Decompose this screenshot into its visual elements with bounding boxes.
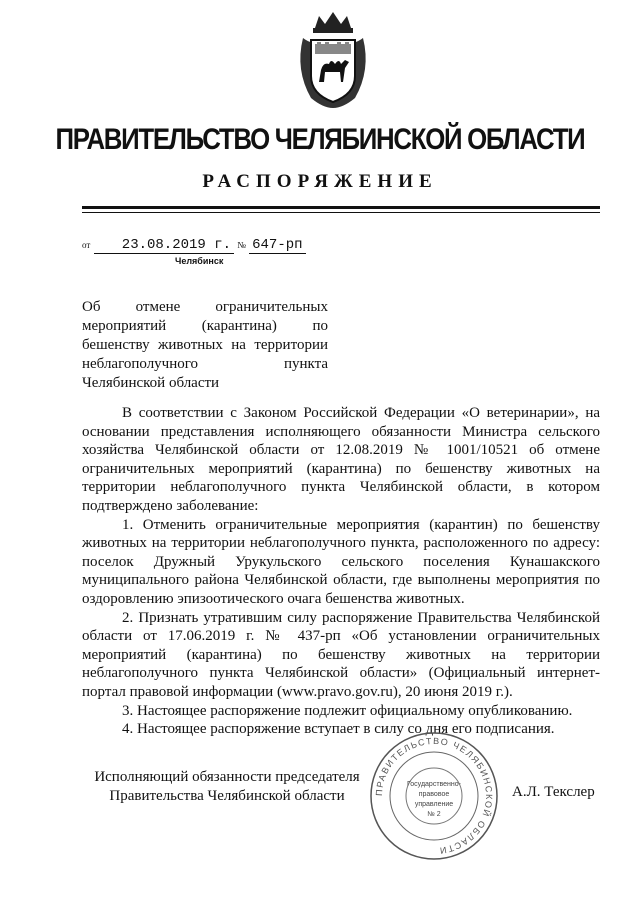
signer-position-line-1: Исполняющий обязанности председателя xyxy=(94,769,360,785)
svg-text:правовое: правовое xyxy=(418,791,450,798)
document-body xyxy=(82,404,600,739)
official-seal-stamp xyxy=(368,730,500,862)
signer-position xyxy=(82,768,372,806)
svg-text:управление: управление xyxy=(414,801,454,808)
document-subject: Об отмене ограничительных мероприятий (карантина) по бешенству животных на территории неблагополучного пункта Челябинской области xyxy=(82,299,328,391)
list-item: 2. Признать утратившим силу распоряжение Правительства Челябинской области от 17.06.2019 г. № 437-рп «Об установлении ограничительных мероприятий (карантина) по бешенству животных на территории неблагополучного пункта Челябинской области» (Официальный интернет-портал правовой информации (www.pravo.gov.ru), 20 июня 2019 г.). xyxy=(82,609,600,700)
coat-of-arms-icon xyxy=(293,10,373,110)
issue-city: Челябинск xyxy=(175,256,224,266)
document-number: 647-рп xyxy=(249,237,305,254)
preamble-paragraph: В соответствии с Законом Российской Федерации «О ветеринарии», на основании представления исполняющего обязанности Министра сельского хозяйства Челябинской области от 12.08.2019 № 1001/10521 об отмене ограничительных мероприятий (карантина) по бешенству животных на территории неблагополучного пункта Челябинской области, в котором подтверждено заболевание: xyxy=(82,405,600,514)
header-rule-thin xyxy=(82,212,600,213)
svg-text:Государственно-: Государственно- xyxy=(406,781,462,788)
document-type-heading: РАСПОРЯЖЕНИЕ xyxy=(202,171,438,192)
number-prefix: № xyxy=(237,240,246,250)
signer-name: А.Л. Текслер xyxy=(512,784,595,800)
svg-text:№ 2: № 2 xyxy=(427,811,441,818)
government-title: ПРАВИТЕЛЬСТВО ЧЕЛЯБИНСКОЙ ОБЛАСТИ xyxy=(55,123,585,156)
signer-position-line-2: Правительства Челябинской области xyxy=(109,788,345,804)
date-prefix: от xyxy=(82,240,91,250)
list-item: 1. Отменить ограничительные мероприятия (карантин) по бешенству животных на территории неблагополучного пункта, расположенного по адресу: поселок Дружный Урукульского сельского поселения Кунашакского муниципального района Челябинской области, где выполнены мероприятия по оздоровлению эпизоотического очага бешенства животных. xyxy=(82,516,600,607)
document-date-value: 23.08.2019 г. xyxy=(121,237,232,253)
svg-text:ПРАВИТЕЛЬСТВО ЧЕЛЯБИНСКОЙ ОБЛА: ПРАВИТЕЛЬСТВО ЧЕЛЯБИНСКОЙ ОБЛАСТИ xyxy=(373,735,495,856)
document-date-number-row xyxy=(82,236,322,258)
list-item: 3. Настоящее распоряжение подлежит официальному опубликованию. xyxy=(122,702,573,719)
list-item: 4. Настоящее распоряжение вступает в силу со дня его подписания. xyxy=(122,721,555,738)
header-rule-thick xyxy=(82,206,600,209)
document-date xyxy=(94,237,234,254)
